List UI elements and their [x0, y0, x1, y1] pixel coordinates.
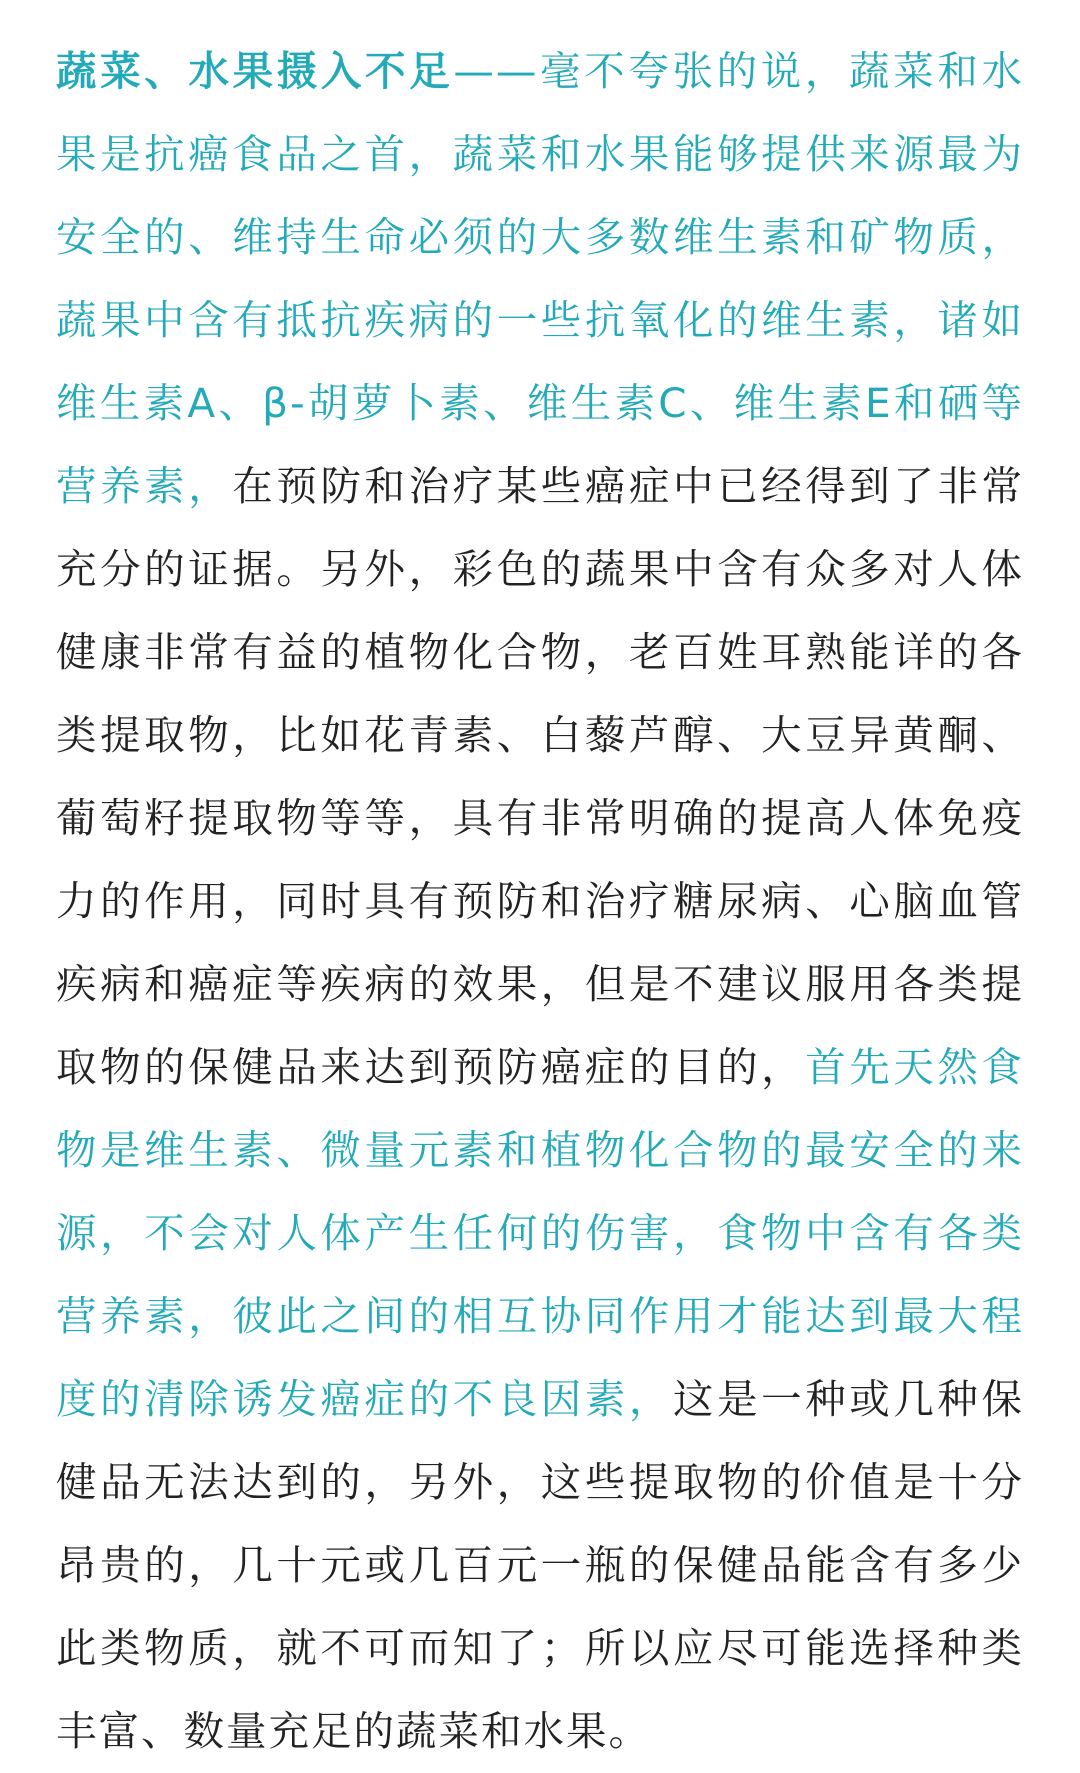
- highlighted-text-2: 首先天然食物是维生素、微量元素和植物化合物的最安全的来源，不会对人体产生任何的伤害，食物中含有各类营养素，彼此之间的相互协同作用才能达到最大程度的清除诱发癌症的不良因素，: [56, 1043, 1025, 1423]
- highlighted-text-1: ——毫不夸张的说，蔬菜和水果是抗癌食品之首，蔬菜和水果能够提供来源最为安全的、维持生命必须的大多数维生素和矿物质，蔬果中含有抵抗疾病的一些抗氧化的维生素，诸如维生素A、β-胡萝卜素、维生素C、维生素E和硒等营养素，: [56, 47, 1025, 510]
- body-text-1: 在预防和治疗某些癌症中已经得到了非常充分的证据。另外，彩色的蔬果中含有众多对人体健康非常有益的植物化合物，老百姓耳熟能详的各类提取物，比如花青素、白藜芦醇、大豆异黄酮、葡萄籽提取物等等，具有非常明确的提高人体免疫力的作用，同时具有预防和治疗糖尿病、心脑血管疾病和癌症等疾病的效果，但是不建议服用各类提取物的保健品来达到预防癌症的目的，: [56, 462, 1025, 1091]
- body-text-2: 这是一种或几种保健品无法达到的，另外，这些提取物的价值是十分昂贵的，几十元或几百元一瓶的保健品能含有多少此类物质，就不可而知了；所以应尽可能选择种类丰富、数量充足的蔬菜和水果。: [56, 1375, 1024, 1755]
- paragraph-heading: 蔬菜、水果摄入不足: [56, 47, 454, 95]
- article-paragraph: [56, 30, 1024, 1773]
